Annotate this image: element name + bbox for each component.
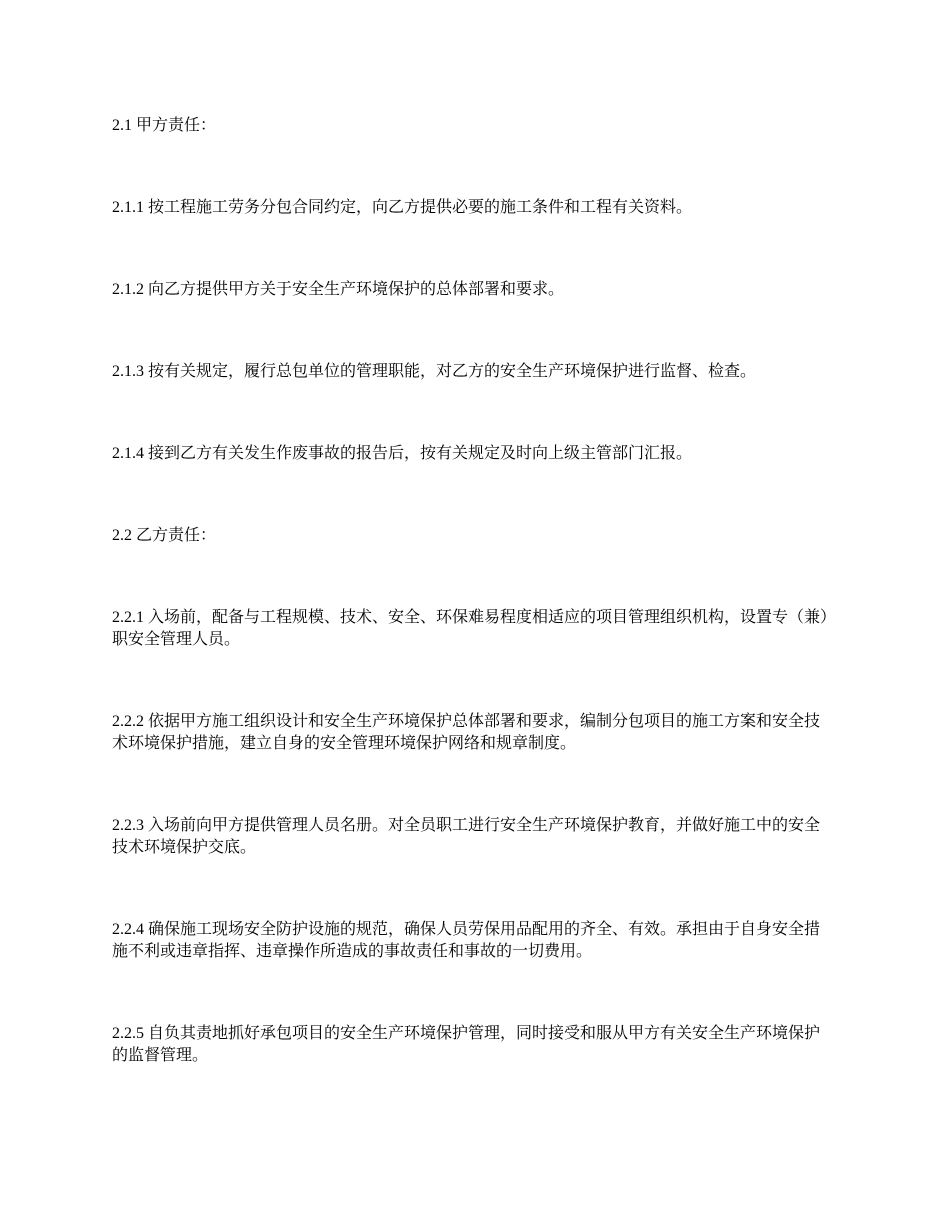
clause-2-2-4: 2.2.4 确保施工现场安全防护设施的规范，确保人员劳保用品配用的齐全、有效。承担由于自身安全措施不利或违章指挥、违章操作所造成的事故责任和事故的一切费用。 <box>112 921 821 960</box>
clause-2-1-2: 2.1.2 向乙方提供甲方关于安全生产环境保护的总体部署和要求。 <box>112 281 565 298</box>
clause-2-2-5: 2.2.5 自负其责地抓好承包项目的安全生产环境保护管理，同时接受和服从甲方有关安全生产环境保护的监督管理。 <box>112 1025 821 1064</box>
clause-2-1-1: 2.1.1 按工程施工劳务分包合同约定，向乙方提供必要的施工条件和工程有关资料。 <box>112 199 693 216</box>
clause-2-2-3: 2.2.3 入场前向甲方提供管理人员名册。对全员职工进行安全生产环境保护教育，并做好施工中的安全技术环境保护交底。 <box>112 817 821 856</box>
clause-2-2-2: 2.2.2 依据甲方施工组织设计和安全生产环境保护总体部署和要求，编制分包项目的施工方案和安全技术环境保护措施，建立自身的安全管理环境保护网络和规章制度。 <box>112 713 821 752</box>
document-body <box>112 115 828 1127</box>
clause-2-2-1: 2.2.1 入场前，配备与工程规模、技术、安全、环保难易程度相适应的项目管理组织机构，设置专（兼）职安全管理人员。 <box>112 609 829 648</box>
heading-2-1: 2.1 甲方责任： <box>112 117 217 134</box>
clause-2-1-4: 2.1.4 接到乙方有关发生作废事故的报告后，按有关规定及时向上级主管部门汇报。 <box>112 445 693 462</box>
heading-2-2: 2.2 乙方责任： <box>112 527 217 544</box>
clause-2-1-3: 2.1.3 按有关规定，履行总包单位的管理职能，对乙方的安全生产环境保护进行监督、检查。 <box>112 363 757 380</box>
